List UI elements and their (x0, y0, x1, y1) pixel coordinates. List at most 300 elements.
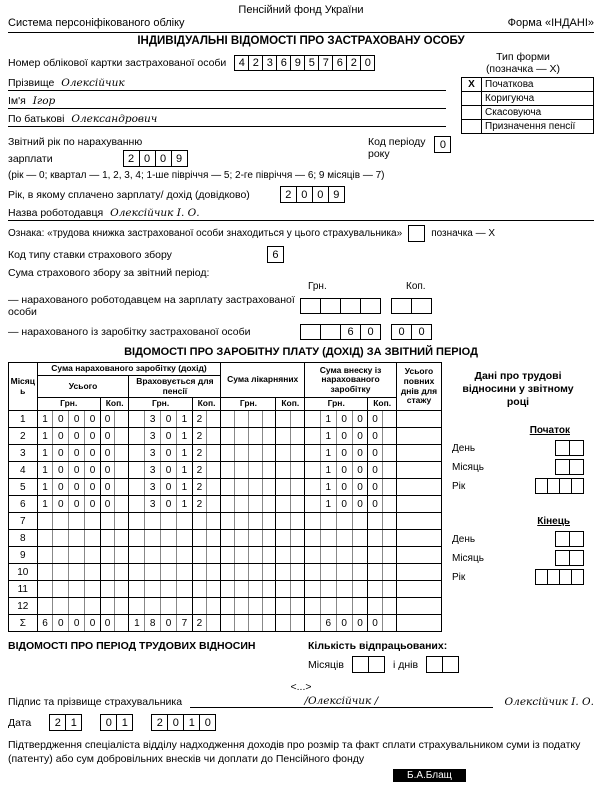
digit-cell[interactable] (360, 298, 381, 314)
pension-grn-cell[interactable]: 3 0 1 (129, 479, 192, 496)
form-type-option-cancelling[interactable] (462, 106, 594, 120)
system-name: Система персоніфікованого обліку (8, 17, 185, 29)
col-grn: Грн. (221, 398, 276, 411)
month-label: Місяць (452, 552, 484, 564)
total-grn-cell[interactable]: 1 0 0 0 (37, 462, 100, 479)
contrib-kop-cell[interactable]: 0 (368, 428, 397, 445)
digit-cell[interactable] (391, 298, 412, 314)
pension-kop-cell[interactable] (192, 564, 221, 581)
digit-cell[interactable] (569, 440, 584, 456)
digit-cell[interactable] (300, 298, 321, 314)
digit-cell[interactable]: 0 (360, 55, 375, 71)
period-code-note: (рік — 0; квартал — 1, 2, 3, 4; 1-ше півріччя — 5; 2-ге півріччя — 6; 9 місяців — 7) (8, 170, 385, 181)
form-type-sublabel: (позначка — X) (485, 63, 561, 75)
digit-cell[interactable] (411, 298, 432, 314)
form-type-option-pension[interactable] (462, 120, 594, 134)
col-total: Усього (37, 375, 129, 398)
total-kop-cell[interactable] (100, 513, 129, 530)
digit-cell[interactable]: 3 (262, 55, 277, 71)
month-cell: 1 (9, 411, 38, 428)
sick-grn-cell[interactable] (221, 462, 276, 479)
contrib-grn-cell[interactable]: 1 0 0 (305, 428, 368, 445)
sick-grn-cell[interactable] (221, 598, 276, 615)
total-kop-cell[interactable] (100, 581, 129, 598)
start-day-input[interactable] (555, 440, 584, 456)
firstname-value[interactable]: Ігор (32, 95, 56, 107)
contrib-grn-cell[interactable]: 1 0 0 (305, 479, 368, 496)
pension-grn-cell[interactable] (129, 598, 192, 615)
employer-value[interactable]: Олексійчик І. О. (110, 207, 200, 219)
pension-grn-cell[interactable] (129, 564, 192, 581)
total-kop-cell[interactable]: 0 (100, 615, 129, 632)
total-grn-cell[interactable] (37, 547, 100, 564)
card-number-label: Номер облікової картки застрахованої особи (8, 57, 227, 69)
salary-row (9, 428, 442, 445)
work-period-section (8, 640, 594, 673)
employee-sum-grn-input[interactable] (300, 324, 381, 340)
total-kop-cell[interactable] (100, 547, 129, 564)
digit-cell[interactable]: 0 (411, 324, 432, 340)
sick-kop-cell[interactable] (276, 479, 305, 496)
total-grn-cell[interactable]: 1 0 0 0 (37, 479, 100, 496)
pension-kop-cell[interactable] (192, 598, 221, 615)
sick-grn-cell[interactable] (221, 513, 276, 530)
salary-row (9, 615, 442, 632)
digit-cell[interactable]: 5 (304, 55, 319, 71)
digit-cell[interactable] (555, 459, 570, 475)
month-cell: 12 (9, 598, 38, 615)
contrib-grn-cell[interactable] (305, 547, 368, 564)
form-type-label-text: Тип форми (496, 51, 550, 63)
worked-days-label: і днів (392, 658, 419, 671)
form-type-option-label: Коригуюча (482, 92, 594, 106)
digit-cell[interactable]: 0 (391, 324, 412, 340)
salary-row (9, 598, 442, 615)
stamp-badge: Б.А.Блащ (393, 769, 466, 782)
form-type-label (452, 51, 594, 75)
col-grn: Грн. (37, 398, 100, 411)
digit-cell[interactable]: 0 (199, 714, 216, 731)
col-kop: Коп. (192, 398, 221, 411)
sick-grn-cell[interactable] (221, 411, 276, 428)
sick-grn-cell[interactable] (221, 445, 276, 462)
sick-kop-cell[interactable] (276, 564, 305, 581)
form-type-option-label: Скасовуюча (482, 106, 594, 120)
contrib-kop-cell[interactable] (368, 530, 397, 547)
start-month-row (452, 459, 584, 475)
col-kop: Коп. (276, 398, 305, 411)
digit-cell[interactable] (320, 324, 341, 340)
workbook-hint: позначка — X (431, 228, 496, 239)
patronymic-label: По батькові (8, 113, 65, 125)
days-cell[interactable] (396, 445, 441, 462)
month-cell: 8 (9, 530, 38, 547)
employer-sum-row (8, 294, 594, 318)
salary-row (9, 479, 442, 496)
pension-grn-cell[interactable]: 3 0 1 (129, 445, 192, 462)
digit-cell[interactable]: 1 (183, 714, 200, 731)
digit-cell[interactable]: 2 (49, 714, 66, 731)
month-cell: 6 (9, 496, 38, 513)
total-grn-cell[interactable] (37, 598, 100, 615)
col-grn: Грн. (129, 398, 192, 411)
salary-row (9, 496, 442, 513)
salary-row (9, 411, 442, 428)
report-year-label-2: зарплати (8, 152, 53, 165)
sick-grn-cell[interactable] (221, 564, 276, 581)
sick-kop-cell[interactable] (276, 615, 305, 632)
period-code-box[interactable]: 0 (434, 136, 451, 153)
digit-cell[interactable]: 0 (139, 150, 156, 167)
form-type-option-initial[interactable] (462, 78, 594, 92)
days-cell[interactable] (396, 598, 441, 615)
digit-cell[interactable]: 2 (248, 55, 263, 71)
digit-cell[interactable]: 9 (171, 150, 188, 167)
worked-block (308, 640, 467, 673)
form-type-panel (452, 51, 594, 134)
month-cell: 9 (9, 547, 38, 564)
pension-kop-cell[interactable]: 2 (192, 615, 221, 632)
pension-kop-cell[interactable]: 2 (192, 445, 221, 462)
contrib-kop-cell[interactable] (368, 581, 397, 598)
pension-kop-cell[interactable]: 2 (192, 428, 221, 445)
pension-kop-cell[interactable] (192, 530, 221, 547)
col-grn: Грн. (305, 398, 368, 411)
days-cell[interactable] (396, 513, 441, 530)
pension-kop-cell[interactable] (192, 547, 221, 564)
digit-cell[interactable]: 0 (167, 714, 184, 731)
total-kop-cell[interactable]: 0 (100, 428, 129, 445)
days-cell[interactable] (396, 564, 441, 581)
worked-days-input[interactable] (426, 656, 459, 673)
sick-kop-cell[interactable] (276, 530, 305, 547)
rate-label: Код типу ставки страхового збору (8, 248, 172, 261)
report-year-input[interactable] (123, 150, 188, 167)
end-year-input[interactable] (535, 569, 584, 585)
employer-sum-grn-input[interactable] (300, 298, 381, 314)
pension-grn-cell[interactable] (129, 547, 192, 564)
digit-cell[interactable] (569, 550, 584, 566)
total-kop-cell[interactable]: 0 (100, 496, 129, 513)
month-cell: 3 (9, 445, 38, 462)
form-type-option-label: Початкова (482, 78, 594, 92)
digit-cell[interactable] (555, 550, 570, 566)
paid-year-label: Рік, в якому сплачено зарплату/ дохід (довідково) (8, 188, 250, 201)
patronymic-value[interactable]: Олександрович (71, 113, 158, 125)
card-number-input[interactable] (234, 55, 375, 71)
contrib-kop-cell[interactable]: 0 (368, 462, 397, 479)
salary-row (9, 547, 442, 564)
pension-grn-cell[interactable]: 3 0 1 (129, 428, 192, 445)
contrib-kop-cell[interactable] (368, 598, 397, 615)
days-cell[interactable] (396, 530, 441, 547)
grn-label: Грн. (308, 281, 327, 292)
digit-cell[interactable] (340, 298, 361, 314)
signature-label: Підпис та прізвище страхувальника (8, 696, 183, 709)
pension-kop-cell[interactable]: 2 (192, 462, 221, 479)
salary-table-title: ВІДОМОСТІ ПРО ЗАРОБІТНУ ПЛАТУ (ДОХІД) ЗА ЗВІТНИЙ ПЕРІОД (124, 346, 478, 358)
worked-months-input[interactable] (352, 656, 385, 673)
contrib-grn-cell[interactable]: 1 0 0 (305, 496, 368, 513)
digit-cell[interactable] (569, 459, 584, 475)
total-kop-cell[interactable] (100, 564, 129, 581)
contrib-grn-cell[interactable] (305, 513, 368, 530)
ellipsis-mark: <...> (290, 681, 312, 694)
sick-grn-cell[interactable] (221, 428, 276, 445)
total-kop-cell[interactable] (100, 598, 129, 615)
relations-title: Дані про трудові відносини у звітному році (462, 370, 574, 409)
contrib-kop-cell[interactable]: 0 (368, 496, 397, 513)
sick-grn-cell[interactable] (221, 530, 276, 547)
digit-cell[interactable] (426, 656, 443, 673)
days-cell[interactable] (396, 462, 441, 479)
relations-end-label: Кінець (537, 516, 570, 528)
sick-kop-cell[interactable] (276, 496, 305, 513)
pension-kop-cell[interactable]: 2 (192, 479, 221, 496)
pension-grn-cell[interactable] (129, 581, 192, 598)
employee-sum-kop-input[interactable] (391, 324, 432, 340)
contrib-grn-cell[interactable]: 1 0 0 (305, 462, 368, 479)
sick-kop-cell[interactable] (276, 598, 305, 615)
end-month-row (452, 550, 584, 566)
sick-kop-cell[interactable] (276, 462, 305, 479)
contrib-grn-cell[interactable] (305, 530, 368, 547)
days-cell[interactable] (396, 479, 441, 496)
period-code-section (368, 136, 451, 167)
sick-kop-cell[interactable] (276, 445, 305, 462)
sick-kop-cell[interactable] (276, 581, 305, 598)
digit-cell[interactable] (571, 478, 584, 494)
total-grn-cell[interactable]: 1 0 0 0 (37, 496, 100, 513)
digit-cell[interactable] (555, 531, 570, 547)
digit-cell[interactable]: 2 (123, 150, 140, 167)
digit-cell[interactable]: 9 (290, 55, 305, 71)
paid-year-input[interactable] (280, 186, 345, 203)
employer-sum-kop-input[interactable] (391, 298, 432, 314)
period-code-label-1: Код періоду (368, 136, 426, 148)
pension-kop-cell[interactable]: 2 (192, 411, 221, 428)
col-sick: Сума лікарняних (221, 363, 305, 398)
form-title: ІНДИВІДУАЛЬНІ ВІДОМОСТІ ПРО ЗАСТРАХОВАНУ ОСОБУ (137, 35, 465, 47)
total-grn-cell[interactable]: 1 0 0 0 (37, 428, 100, 445)
digit-cell[interactable]: 2 (346, 55, 361, 71)
digit-cell[interactable] (571, 569, 584, 585)
end-day-row (452, 531, 584, 547)
days-cell[interactable] (396, 428, 441, 445)
contrib-kop-cell[interactable]: 0 (368, 615, 397, 632)
contrib-grn-cell[interactable]: 1 0 0 (305, 445, 368, 462)
signature-row (8, 695, 594, 708)
digit-cell[interactable]: 0 (100, 714, 117, 731)
contrib-grn-cell[interactable] (305, 598, 368, 615)
days-cell[interactable] (396, 547, 441, 564)
days-cell[interactable] (396, 581, 441, 598)
employer-sum-label: — нарахованого роботодавцем на зарплату застрахованої особи (8, 294, 295, 318)
card-number-row (8, 55, 446, 71)
surname-value[interactable]: Олексійчик (61, 77, 125, 89)
form-type-option-label: Призначення пенсії (482, 120, 594, 134)
end-day-input[interactable] (555, 531, 584, 547)
form-type-mark-box[interactable] (462, 106, 482, 120)
digit-cell[interactable]: 4 (234, 55, 249, 71)
pension-grn-cell[interactable] (129, 513, 192, 530)
sick-grn-cell[interactable] (221, 479, 276, 496)
col-month: Місяць (9, 363, 38, 411)
salary-row (9, 462, 442, 479)
contrib-grn-cell[interactable] (305, 581, 368, 598)
pension-kop-cell[interactable] (192, 581, 221, 598)
divider (8, 32, 594, 33)
org-name: Пенсійний фонд України (238, 4, 364, 16)
form-name: Форма «ІНДАНІ» (507, 17, 594, 29)
month-cell: 4 (9, 462, 38, 479)
month-cell: 5 (9, 479, 38, 496)
salary-table (8, 362, 442, 632)
employer-row (8, 207, 594, 221)
total-grn-cell[interactable] (37, 513, 100, 530)
digit-cell[interactable] (300, 324, 321, 340)
date-month-input[interactable] (100, 714, 133, 731)
digit-cell[interactable]: 6 (332, 55, 347, 71)
pension-grn-cell[interactable] (129, 530, 192, 547)
firstname-label: Ім'я (8, 95, 26, 107)
total-grn-cell[interactable] (37, 564, 100, 581)
relations-start-label: Початок (529, 425, 570, 437)
start-month-input[interactable] (555, 459, 584, 475)
pension-kop-cell[interactable]: 2 (192, 496, 221, 513)
digit-cell[interactable]: 6 (276, 55, 291, 71)
sick-grn-cell[interactable] (221, 547, 276, 564)
employer-label: Назва роботодавця (8, 207, 104, 219)
col-contribution: Сума внеску із нарахованого заробітку (305, 363, 397, 398)
contrib-kop-cell[interactable]: 0 (368, 445, 397, 462)
pension-grn-cell[interactable]: 3 0 1 (129, 496, 192, 513)
form-type-option-correcting[interactable] (462, 92, 594, 106)
contrib-kop-cell[interactable]: 0 (368, 479, 397, 496)
end-month-input[interactable] (555, 550, 584, 566)
rate-box[interactable]: 6 (267, 246, 284, 263)
total-grn-cell[interactable]: 1 0 0 0 (37, 411, 100, 428)
pension-grn-cell[interactable]: 3 0 1 (129, 411, 192, 428)
digit-cell[interactable] (442, 656, 459, 673)
contrib-kop-cell[interactable] (368, 513, 397, 530)
pension-grn-cell[interactable]: 3 0 1 (129, 462, 192, 479)
contrib-kop-cell[interactable] (368, 564, 397, 581)
digit-cell[interactable]: 2 (280, 186, 297, 203)
digit-cell[interactable] (320, 298, 341, 314)
start-year-row (452, 478, 584, 494)
sick-kop-cell[interactable] (276, 547, 305, 564)
total-kop-cell[interactable]: 0 (100, 462, 129, 479)
digit-cell[interactable] (352, 656, 369, 673)
date-label: Дата (8, 716, 32, 729)
sick-kop-cell[interactable] (276, 411, 305, 428)
contrib-kop-cell[interactable]: 0 (368, 411, 397, 428)
salary-table-body (9, 411, 442, 632)
salary-row (9, 530, 442, 547)
sick-grn-cell[interactable] (221, 615, 276, 632)
worked-label: Кількість відпрацьованих: (308, 640, 448, 653)
digit-cell[interactable]: 0 (155, 150, 172, 167)
year-label: Рік (452, 480, 466, 492)
total-grn-cell[interactable] (37, 581, 100, 598)
contrib-kop-cell[interactable] (368, 547, 397, 564)
digit-cell[interactable] (555, 440, 570, 456)
digit-cell[interactable] (569, 531, 584, 547)
currency-header (8, 281, 594, 292)
day-label: День (452, 533, 476, 545)
days-cell[interactable] (396, 615, 441, 632)
digit-cell[interactable] (368, 656, 385, 673)
work-relations-panel (452, 362, 584, 632)
date-day-input[interactable] (49, 714, 82, 731)
surname-row (8, 77, 446, 91)
paid-year-row (8, 186, 594, 203)
digit-cell[interactable]: 7 (318, 55, 333, 71)
sick-kop-cell[interactable] (276, 428, 305, 445)
digit-cell[interactable]: 2 (151, 714, 168, 731)
sick-kop-cell[interactable] (276, 513, 305, 530)
contrib-grn-cell[interactable]: 1 0 0 (305, 411, 368, 428)
pension-grn-cell[interactable]: 1 8 0 7 (129, 615, 192, 632)
total-grn-cell[interactable]: 1 0 0 0 (37, 445, 100, 462)
col-earned: Сума нарахованого заробітку (дохід) (37, 363, 221, 376)
contrib-grn-cell[interactable] (305, 564, 368, 581)
total-grn-cell[interactable]: 6 0 0 0 (37, 615, 100, 632)
salary-row (9, 564, 442, 581)
date-row (8, 714, 594, 731)
days-cell[interactable] (396, 496, 441, 513)
month-cell: 10 (9, 564, 38, 581)
contrib-grn-cell[interactable]: 6 0 0 (305, 615, 368, 632)
form-type-mark-box[interactable]: X (462, 78, 482, 92)
col-days: Усього повних днів для стажу (396, 363, 441, 411)
pension-kop-cell[interactable] (192, 513, 221, 530)
form-type-mark-box[interactable] (462, 92, 482, 106)
total-grn-cell[interactable] (37, 530, 100, 547)
form-type-mark-box[interactable] (462, 120, 482, 134)
workbook-row (8, 225, 594, 242)
col-kop: Коп. (368, 398, 397, 411)
digit-cell[interactable]: 1 (116, 714, 133, 731)
digit-cell[interactable]: 1 (65, 714, 82, 731)
start-day-row (452, 440, 584, 456)
digit-cell[interactable]: 0 (312, 186, 329, 203)
col-pension: Враховується для пенсії (129, 375, 221, 398)
col-kop: Коп. (100, 398, 129, 411)
total-kop-cell[interactable]: 0 (100, 479, 129, 496)
digit-cell[interactable]: 0 (360, 324, 381, 340)
date-year-input[interactable] (151, 714, 216, 731)
total-kop-cell[interactable] (100, 530, 129, 547)
start-year-input[interactable] (535, 478, 584, 494)
total-kop-cell[interactable]: 0 (100, 411, 129, 428)
day-label: День (452, 442, 476, 454)
digit-cell[interactable]: 6 (340, 324, 361, 340)
digit-cell[interactable]: 9 (328, 186, 345, 203)
form-type-table (461, 77, 594, 134)
contribution-sum-label: Сума страхового збору за звітний період: (8, 267, 210, 279)
employee-sum-row (8, 324, 594, 340)
workbook-mark-box[interactable] (408, 225, 425, 242)
period-code-label-2: року (368, 148, 390, 160)
total-kop-cell[interactable]: 0 (100, 445, 129, 462)
digit-cell[interactable]: 0 (296, 186, 313, 203)
sick-grn-cell[interactable] (221, 581, 276, 598)
sick-grn-cell[interactable] (221, 496, 276, 513)
signature-value[interactable]: /Олексійчик / (190, 695, 493, 708)
days-cell[interactable] (396, 411, 441, 428)
